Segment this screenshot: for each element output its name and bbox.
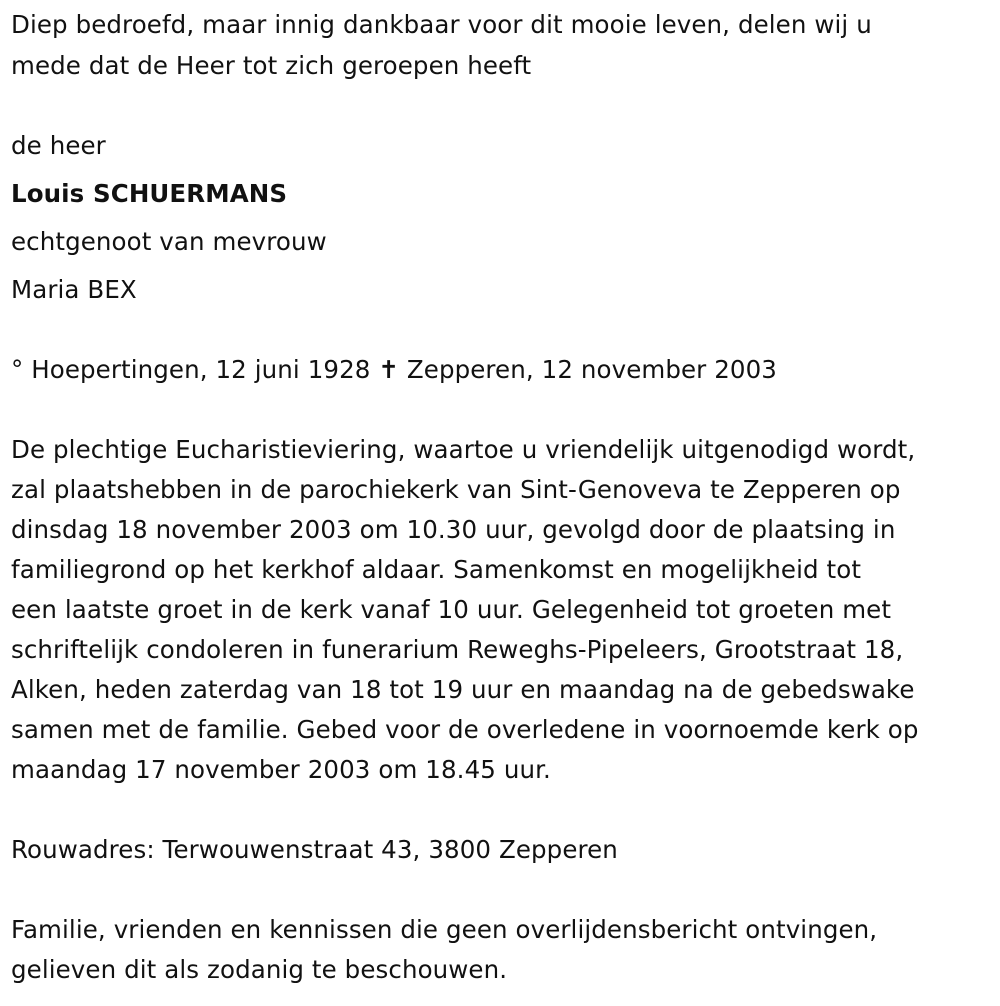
spouse-label: echtgenoot van mevrouw: [11, 227, 327, 256]
ceremony-line-8: samen met de familie. Gebed voor de overledene in voornoemde kerk op: [11, 715, 919, 744]
deceased-name: Louis SCHUERMANS: [11, 179, 288, 208]
mourning-address: Rouwadres: Terwouwenstraat 43, 3800 Zepperen: [11, 835, 618, 864]
dates-line: [11, 350, 777, 390]
ceremony-line-6: schriftelijk condoleren in funerarium Reweghs-Pipeleers, Grootstraat 18,: [11, 635, 904, 664]
birth-date: ° Hoepertingen, 12 juni 1928: [11, 355, 371, 384]
closing-line-1: Familie, vrienden en kennissen die geen overlijdensbericht ontvingen,: [11, 915, 878, 944]
honorific: de heer: [11, 131, 106, 160]
ceremony-line-3: dinsdag 18 november 2003 om 10.30 uur, gevolgd door de plaatsing in: [11, 515, 896, 544]
spouse-name: Maria BEX: [11, 275, 137, 304]
ceremony-line-9: maandag 17 november 2003 om 18.45 uur.: [11, 755, 551, 784]
closing-line-2: gelieven dit als zodanig te beschouwen.: [11, 955, 508, 984]
cross-icon: ✝: [378, 355, 399, 384]
intro-line-1: Diep bedroefd, maar innig dankbaar voor dit mooie leven, delen wij u: [11, 10, 872, 39]
ceremony-line-7: Alken, heden zaterdag van 18 tot 19 uur en maandag na de gebedswake: [11, 675, 915, 704]
ceremony-line-1: De plechtige Eucharistieviering, waartoe u vriendelijk uitgenodigd wordt,: [11, 435, 916, 464]
ceremony-line-5: een laatste groet in de kerk vanaf 10 uur. Gelegenheid tot groeten met: [11, 595, 892, 624]
ceremony-line-4: familiegrond op het kerkhof aldaar. Samenkomst en mogelijkheid tot: [11, 555, 862, 584]
intro-line-2: mede dat de Heer tot zich geroepen heeft: [11, 51, 532, 80]
ceremony-line-2: zal plaatshebben in de parochiekerk van Sint-Genoveva te Zepperen op: [11, 475, 901, 504]
death-date: Zepperen, 12 november 2003: [406, 355, 777, 384]
